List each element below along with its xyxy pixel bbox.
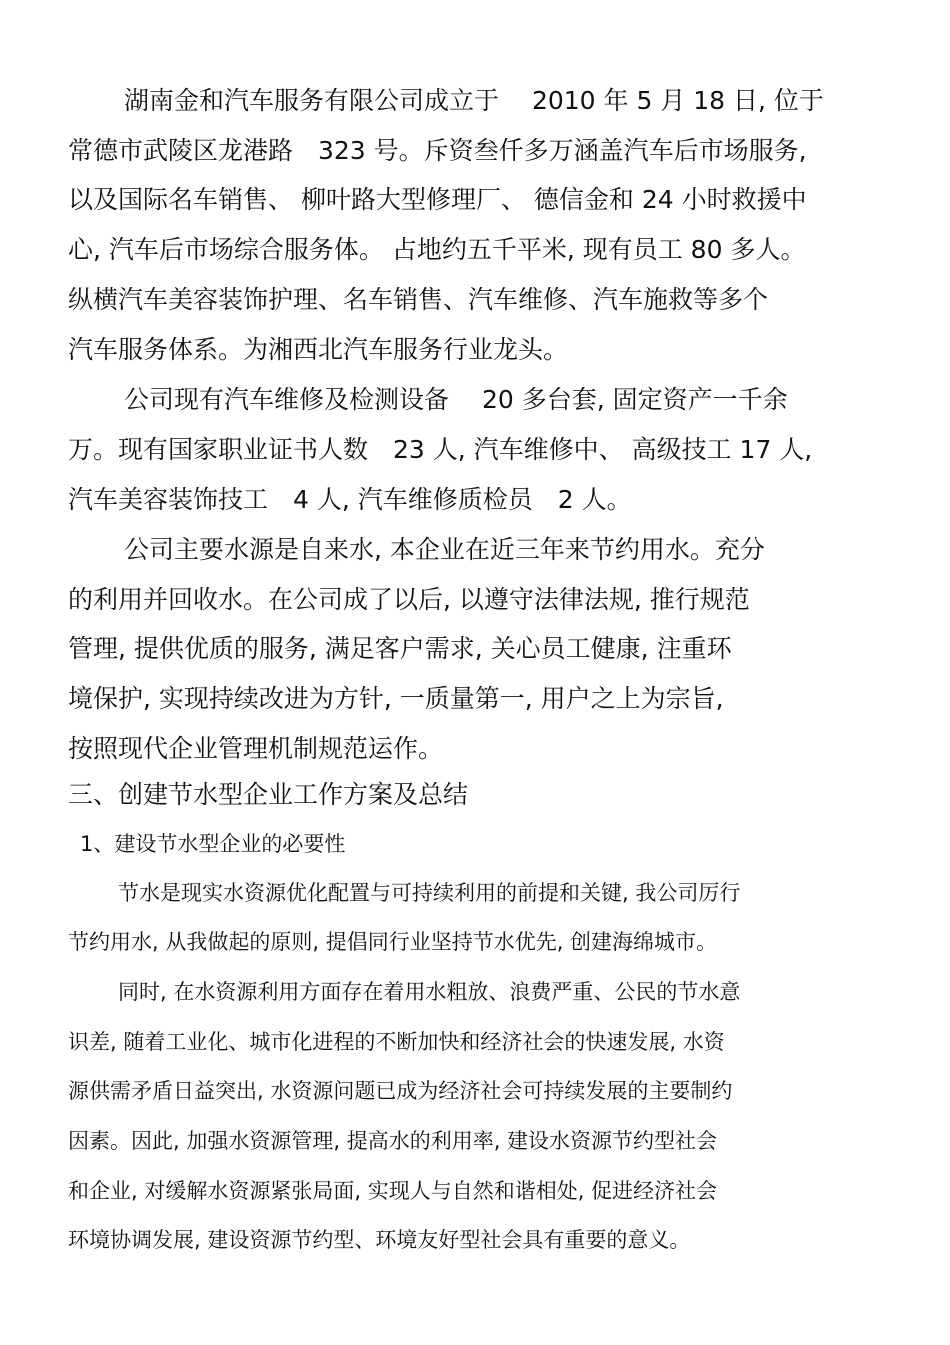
subsection-heading: 1、建设节水型企业的必要性 xyxy=(80,832,346,856)
text-line: 识差, 随着工业化、城市化进程的不断加快和经济社会的快速发展, 水资 xyxy=(68,1030,725,1054)
text-line: 万。现有国家职业证书人数 23 人, 汽车维修中、 高级技工 17 人, xyxy=(68,435,813,464)
text-line: 纵横汽车美容装饰护理、名车销售、汽车维修、汽车施救等多个 xyxy=(68,285,769,314)
section-heading: 三、创建节水型企业工作方案及总结 xyxy=(68,780,469,809)
text-line: 因素。因此, 加强水资源管理, 提高水的利用率, 建设水资源节约型社会 xyxy=(68,1129,718,1153)
text-line: 节约用水, 从我做起的原则, 提倡同行业坚持节水优先, 创建海绵城市。 xyxy=(68,930,718,954)
text-line: 心, 汽车后市场综合服务体。 占地约五千平米, 现有员工 80 多人。 xyxy=(68,235,806,264)
text-line: 湖南金和汽车服务有限公司成立于 2010 年 5 月 18 日, 位于 xyxy=(124,86,824,115)
text-line: 管理, 提供优质的服务, 满足客户需求, 关心员工健康, 注重环 xyxy=(68,634,732,663)
text-line: 同时, 在水资源利用方面存在着用水粗放、浪费严重、公民的节水意 xyxy=(118,980,741,1004)
text-line: 以及国际名车销售、 柳叶路大型修理厂、 德信金和 24 小时救援中 xyxy=(68,185,807,214)
text-line: 汽车美容装饰技工 4 人, 汽车维修质检员 2 人。 xyxy=(68,485,632,514)
text-line: 环境协调发展, 建设资源节约型、环境友好型社会具有重要的意义。 xyxy=(68,1228,691,1252)
text-line: 境保护, 实现持续改进为方针, 一质量第一, 用户之上为宗旨, xyxy=(68,684,724,713)
text-line: 公司主要水源是自来水, 本企业在近三年来节约用水。充分 xyxy=(124,535,765,564)
text-line: 节水是现实水资源优化配置与可持续利用的前提和关键, 我公司厉行 xyxy=(118,881,741,905)
text-line: 公司现有汽车维修及检测设备 20 多台套, 固定资产一千余 xyxy=(124,385,788,414)
text-line: 和企业, 对缓解水资源紧张局面, 实现人与自然和谐相处, 促进经济社会 xyxy=(68,1179,718,1203)
text-line: 的利用并回收水。在公司成了以后, 以遵守法律法规, 推行规范 xyxy=(68,585,750,614)
text-line: 汽车服务体系。为湘西北汽车服务行业龙头。 xyxy=(68,335,569,364)
text-line: 源供需矛盾日益突出, 水资源问题已成为经济社会可持续发展的主要制约 xyxy=(68,1079,733,1103)
text-line: 按照现代企业管理机制规范运作。 xyxy=(68,734,444,763)
text-line: 常德市武陵区龙港路 323 号。斥资叁仟多万涵盖汽车后市场服务, xyxy=(68,136,807,165)
